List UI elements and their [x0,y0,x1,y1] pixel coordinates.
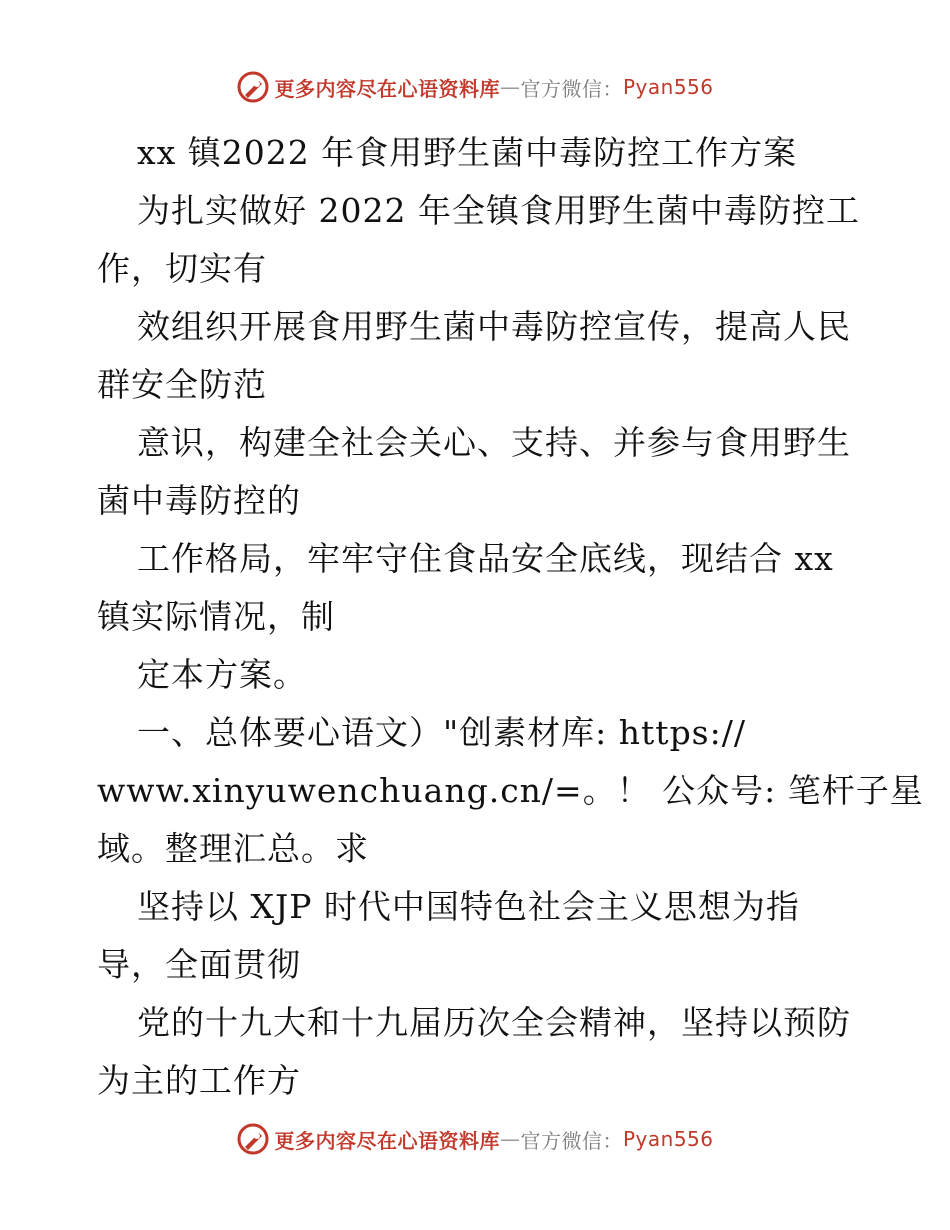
text-line: 菌中毒防控的 [97,481,301,520]
watermark-account: Pyan556 [622,1127,714,1151]
document-title: xx 镇2022 年食用野生菌中毒防控工作方案 [137,133,798,172]
text-line: 镇实际情况，制 [97,597,335,636]
text-line: 导，全面贯彻 [97,945,301,984]
watermark-separator: — [499,75,521,99]
text-line: 作，切实有 [97,249,267,288]
text-line: 党的十九大和十九届历次全会精神，坚持以预防 [137,1003,851,1042]
watermark-header [0,70,950,104]
document-body [97,124,924,1110]
text-line: 为扎实做好 2022 年全镇食用野生菌中毒防控工 [137,191,860,230]
watermark-footer [0,1122,950,1156]
watermark-account: Pyan556 [622,75,714,99]
text-line: www.xinyuwenchuang.cn/=。！ 公众号: 笔杆子星 [97,771,924,810]
watermark-brand: 更多内容尽在心语资料库 [274,76,500,101]
watermark-official: 官方微信： [520,76,623,101]
text-line: 意识，构建全社会关心、支持、并参与食用野生 [137,423,851,462]
watermark-official: 官方微信： [520,1128,623,1153]
text-line: 域。整理汇总。求 [97,829,369,868]
text-line: 效组织开展食用野生菌中毒防控宣传，提高人民 [137,307,851,346]
watermark-separator: — [499,1127,521,1151]
section-heading: 一、总体要心语文）"创素材库: https:// [137,713,746,752]
text-line: 定本方案。 [137,655,307,694]
text-line: 工作格局，牢牢守住食品安全底线，现结合 xx [137,539,834,578]
pen-logo-icon [236,70,270,104]
text-line: 为主的工作方 [97,1061,301,1100]
text-line: 坚持以 XJP 时代中国特色社会主义思想为指 [137,887,800,926]
pen-logo-icon [236,1122,270,1156]
watermark-brand: 更多内容尽在心语资料库 [274,1128,500,1153]
text-line: 群安全防范 [97,365,267,404]
